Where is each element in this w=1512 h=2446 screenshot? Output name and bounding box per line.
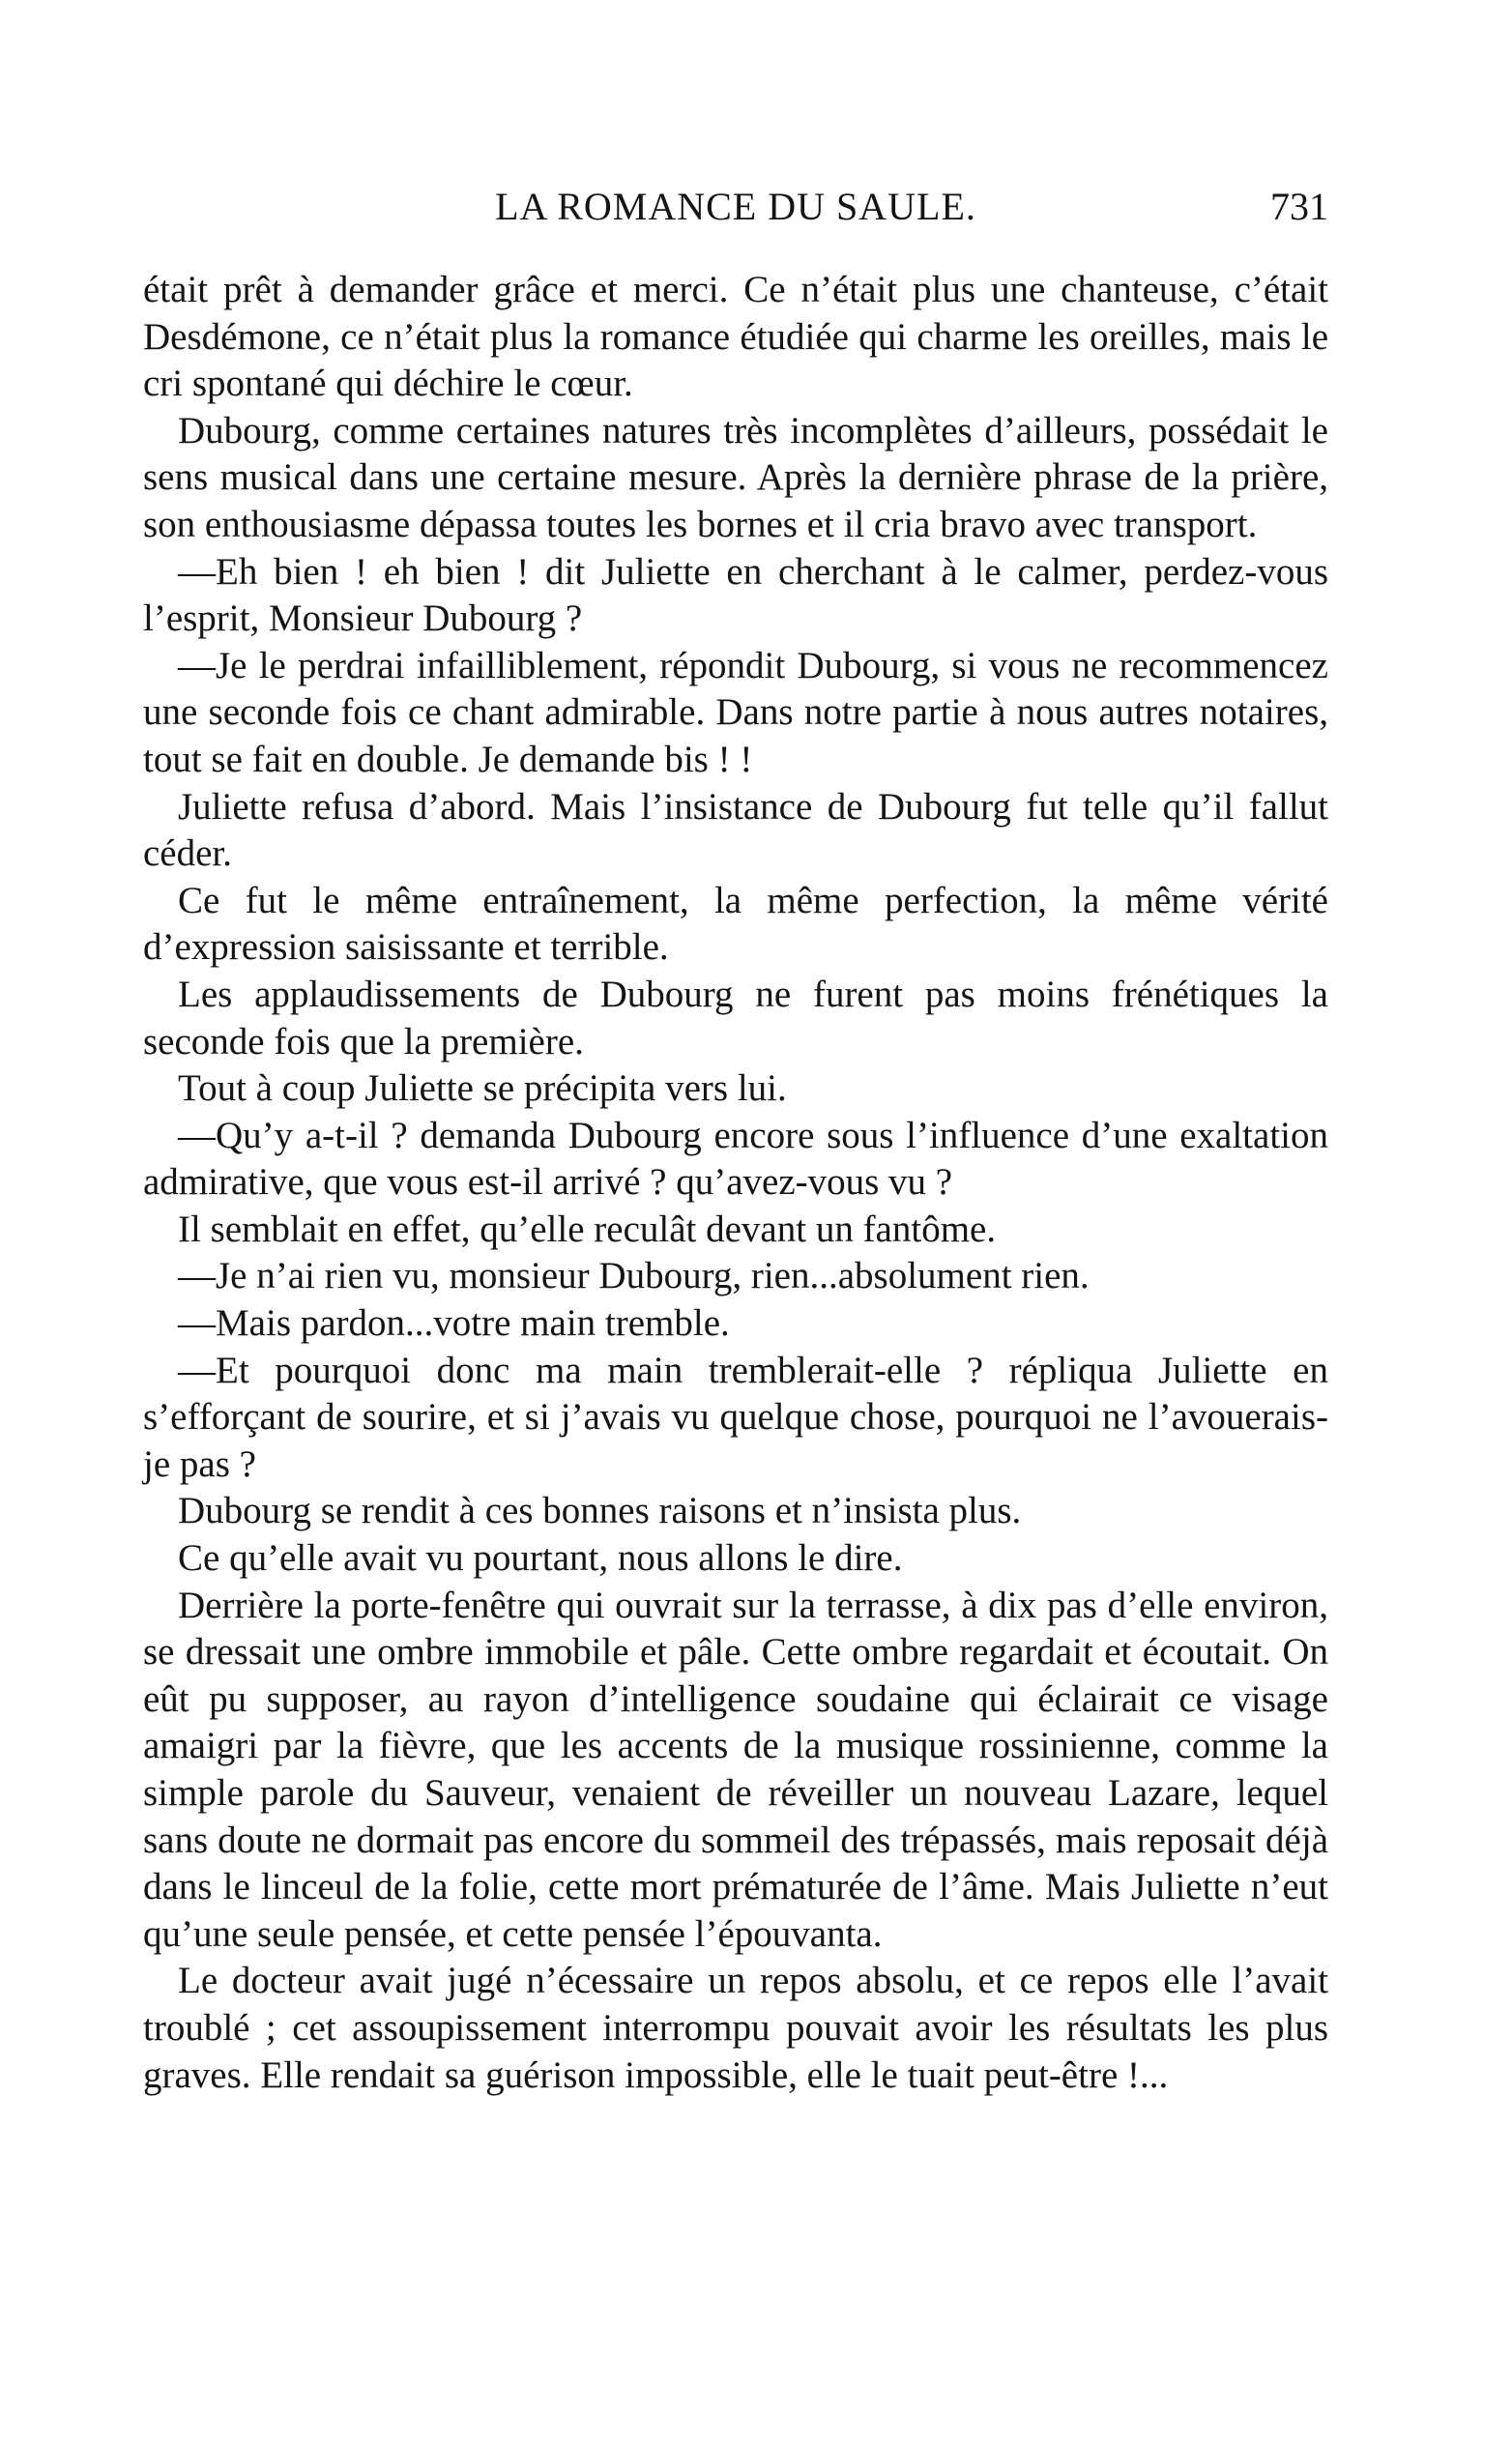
paragraph: Il semblait en effet, qu’elle reculât devant un fantôme.	[178, 1208, 997, 1250]
paragraph: Dubourg se rendit à ces bonnes raisons et n’insista plus.	[178, 1490, 1022, 1532]
paragraph: Les applaudissements de Dubourg ne furent pas moins frénétiques la seconde fois que la première.	[143, 973, 1328, 1063]
paragraph-continuation: était prêt à demander grâce et merci. Ce n’était plus une chanteuse, c’était Desdémone, ce n’était plus la romance étudiée qui charme les oreilles, mais le cri spontané qui déchire le cœur.	[143, 269, 1328, 405]
body-text	[143, 267, 1328, 2099]
paragraph: Juliette refusa d’abord. Mais l’insistance de Dubourg fut telle qu’il fallut céder.	[143, 785, 1328, 875]
dialogue-paragraph: —Et pourquoi donc ma main tremblerait-elle ? répliqua Juliette en s’efforçant de sourire, et si j’avais vu quelque chose, pourquoi ne l’avouerais-je pas ?	[143, 1349, 1328, 1485]
paragraph: Tout à coup Juliette se précipita vers lui.	[178, 1067, 787, 1110]
dialogue-paragraph: —Mais pardon...votre main tremble.	[178, 1302, 730, 1345]
paragraph: Ce qu’elle avait vu pourtant, nous allons le dire.	[178, 1537, 903, 1580]
dialogue-paragraph: —Qu’y a-t-il ? demanda Dubourg encore sous l’influence d’une exaltation admirative, que vous est-il arrivé ? qu’avez-vous vu ?	[143, 1114, 1328, 1204]
dialogue-paragraph: —Eh bien ! eh bien ! dit Juliette en cherchant à le calmer, perdez-vous l’esprit, Monsieur Dubourg ?	[143, 550, 1328, 640]
running-title: LA ROMANCE DU SAULE.	[495, 185, 976, 228]
paragraph: Dubourg, comme certaines natures très incomplètes d’ailleurs, possédait le sens musical dans une certaine mesure. Après la dernière phrase de la prière, son enthousiasme dépassa toutes les bornes et il cria bravo avec transport.	[143, 409, 1328, 545]
running-head	[143, 184, 1328, 242]
dialogue-paragraph: —Je le perdrai infailliblement, répondit Dubourg, si vous ne recommencez une seconde fois ce chant admirable. Dans notre partie à nous autres notaires, tout se fait en double. Je demande bis ! !	[143, 644, 1328, 780]
page-number: 731	[1270, 185, 1328, 228]
dialogue-paragraph: —Je n’ai rien vu, monsieur Dubourg, rien...absolument rien.	[178, 1255, 1090, 1297]
paragraph: Le docteur avait jugé n’écessaire un repos absolu, et ce repos elle l’avait troublé ; cet assoupissement interrompu pouvait avoir les résultats les plus graves. Elle rendait sa guérison impossible, elle le tuait peut-être !...	[143, 1960, 1328, 2096]
paragraph: Derrière la porte-fenêtre qui ouvrait sur la terrasse, à dix pas d’elle environ, se dressait une ombre immobile et pâle. Cette ombre regardait et écoutait. On eût pu supposer, au rayon d’intelligence soudaine qui éclairait ce visage amaigri par la fièvre, que les accents de la musique rossinienne, comme la simple parole du Sauveur, venaient de réveiller un nouveau Lazare, lequel sans doute ne dormait pas encore du sommeil des trépassés, mais reposait déjà dans le linceul de la folie, cette mort prématurée de l’âme. Mais Juliette n’eut qu’une seule pensée, et cette pensée l’épouvanta.	[143, 1584, 1328, 1955]
paragraph: Ce fut le même entraînement, la même perfection, la même vérité d’expression saisissante et terrible.	[143, 879, 1328, 969]
